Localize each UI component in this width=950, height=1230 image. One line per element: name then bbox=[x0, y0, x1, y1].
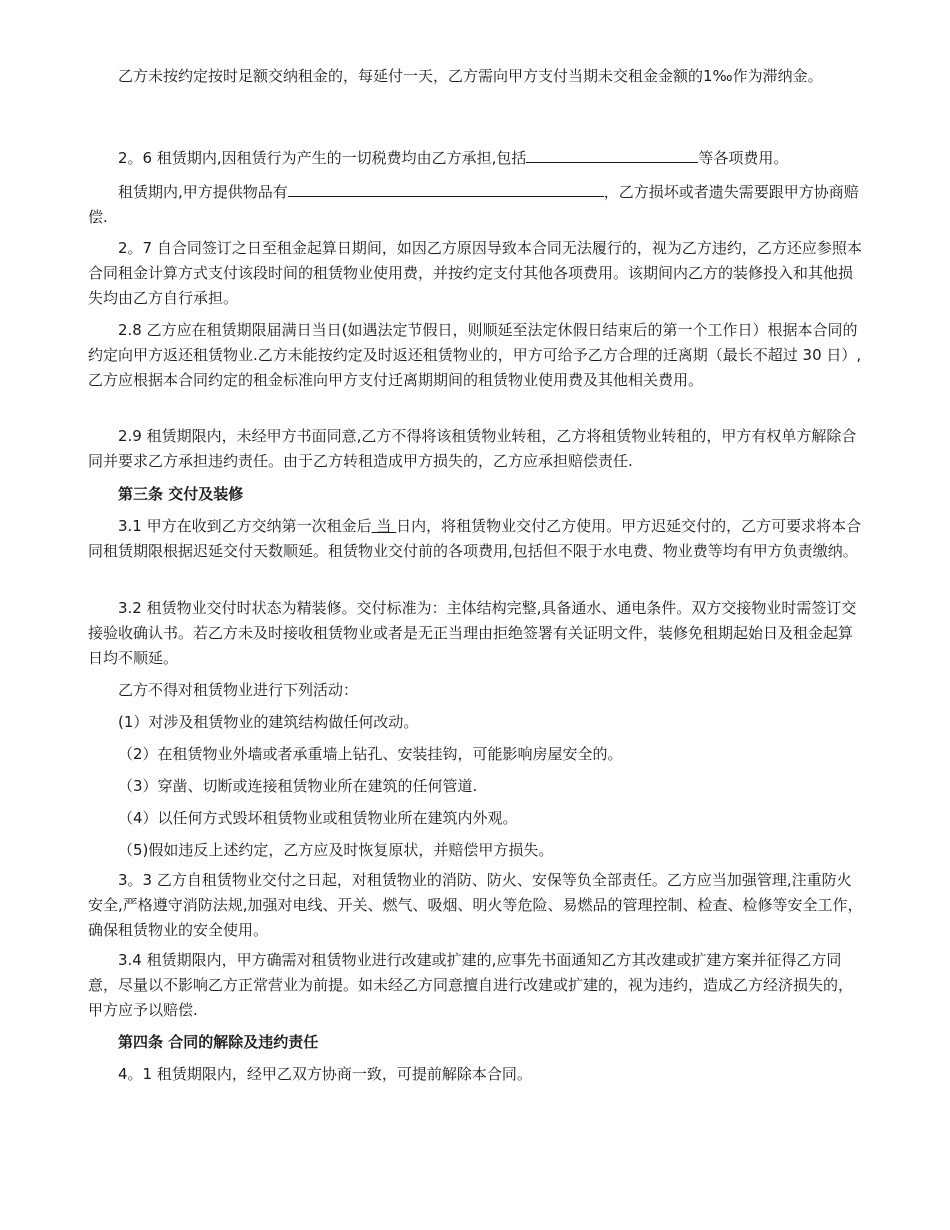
paragraph-2-6 bbox=[88, 146, 864, 171]
paragraph-2-8: 2.8 乙方应在租赁期限届满日当日(如遇法定节假日，则顺延至法定休假日结束后的第一个工作日）根据本合同的约定向甲方返还租赁物业.乙方未能按约定及时返还租赁物业的，甲方可给予乙方合理的迁离期（最长不超过 30 日）,乙方应根据本合同约定的租金标准向甲方支付迁离期期间的租赁物业使用费及其他相关费用。 bbox=[88, 321, 862, 389]
section-heading-3: 第三条 交付及装修 bbox=[118, 485, 244, 503]
paragraph-3-3: 3。3 乙方自租赁物业交付之日起，对租赁物业的消防、防火、安保等负全部责任。乙方应当加强管理,注重防火安全,严格遵守消防法规,加强对电线、开关、燃气、吸烟、明火等危险、易燃品的管理控制、检查、检修等安全工作，确保租赁物业的安全使用。 bbox=[88, 871, 863, 939]
paragraph-late-payment: 乙方未按约定按时足额交纳租金的，每延付一天，乙方需向甲方支付当期未交租金金额的1‰作为滞纳金。 bbox=[118, 67, 823, 85]
paragraph-provided-items bbox=[88, 180, 864, 230]
list-item-5: （5)假如违反上述约定，乙方应及时恢复原状，并赔偿甲方损失。 bbox=[118, 841, 554, 859]
paragraph-3-4: 3.4 租赁期限内，甲方确需对租赁物业进行改建或扩建的,应事先书面通知乙方其改建或扩建方案并征得乙方同意，尽量以不影响乙方正常营业为前提。如未经乙方同意擅自进行改建或扩建的，视为违约，造成乙方经济损失的，甲方应予以赔偿. bbox=[88, 951, 854, 1019]
paragraph-2-9: 2.9 租赁期限内，未经甲方书面同意,乙方不得将该租赁物业转租，乙方将租赁物业转租的，甲方有权单方解除合同并要求乙方承担违约责任。由于乙方转租造成甲方损失的，乙方应承担赔偿责任. bbox=[88, 427, 857, 470]
list-item-1: (1）对涉及租赁物业的建筑结构做任何改动。 bbox=[118, 713, 419, 731]
list-item-3: （3）穿凿、切断或连接租赁物业所在建筑的任何管道. bbox=[118, 777, 478, 795]
fee-items-blank bbox=[526, 146, 698, 163]
paragraph-3-2: 3.2 租赁物业交付时状态为精装修。交付标准为：主体结构完整,具备通水、通电条件。双方交接物业时需签订交接验收确认书。若乙方未及时接收租赁物业或者是无正当理由拒绝签署有关证明文件，装修免租期起始日及租金起算日均不顺延。 bbox=[88, 599, 857, 667]
paragraph-prohibited-activities: 乙方不得对租赁物业进行下列活动： bbox=[118, 681, 359, 699]
paragraph-provided-items-text-b: ，乙方损坏或者遗失需要跟甲方协商赔偿. bbox=[88, 183, 859, 226]
paragraph-4-1: 4。1 租赁期限内，经甲乙双方协商一致，可提前解除本合同。 bbox=[118, 1065, 532, 1083]
paragraph-3-1-text-b: 日内，将租赁物业交付乙方使用。甲方迟延交付的，乙方可要求将本合同租赁期限根据迟延交付天数顺延。租赁物业交付前的各项费用,包括但不限于水电费、物业费等均有甲方负责缴纳。 bbox=[88, 517, 862, 560]
list-item-2: （2）在租赁物业外墙或者承重墙上钻孔、安装挂钩，可能影响房屋安全的。 bbox=[118, 745, 623, 763]
paragraph-2-7: 2。7 自合同签订之日至租金起算日期间，如因乙方原因导致本合同无法履行的，视为乙方违约，乙方还应参照本合同租金计算方式支付该段时间的租赁物业使用费，并按约定支付其他各项费用。该期间内乙方的装修投入和其他损失均由乙方自行承担。 bbox=[88, 239, 862, 307]
paragraph-provided-items-text-a: 租赁期内,甲方提供物品有 bbox=[118, 183, 288, 201]
delivery-days-field: 当 bbox=[371, 517, 397, 535]
provided-items-blank bbox=[288, 180, 604, 197]
paragraph-2-6-text-a: 2。6 租赁期内,因租赁行为产生的一切税费均由乙方承担,包括 bbox=[118, 149, 527, 167]
paragraph-3-1-text-a: 3.1 甲方在收到乙方交纳第一次租金后 bbox=[118, 517, 372, 535]
section-heading-4: 第四条 合同的解除及违约责任 bbox=[118, 1033, 319, 1051]
list-item-4: （4）以任何方式毁坏租赁物业或租赁物业所在建筑内外观。 bbox=[118, 809, 518, 827]
paragraph-3-1 bbox=[88, 514, 864, 564]
paragraph-2-6-text-b: 等各项费用。 bbox=[698, 149, 789, 167]
